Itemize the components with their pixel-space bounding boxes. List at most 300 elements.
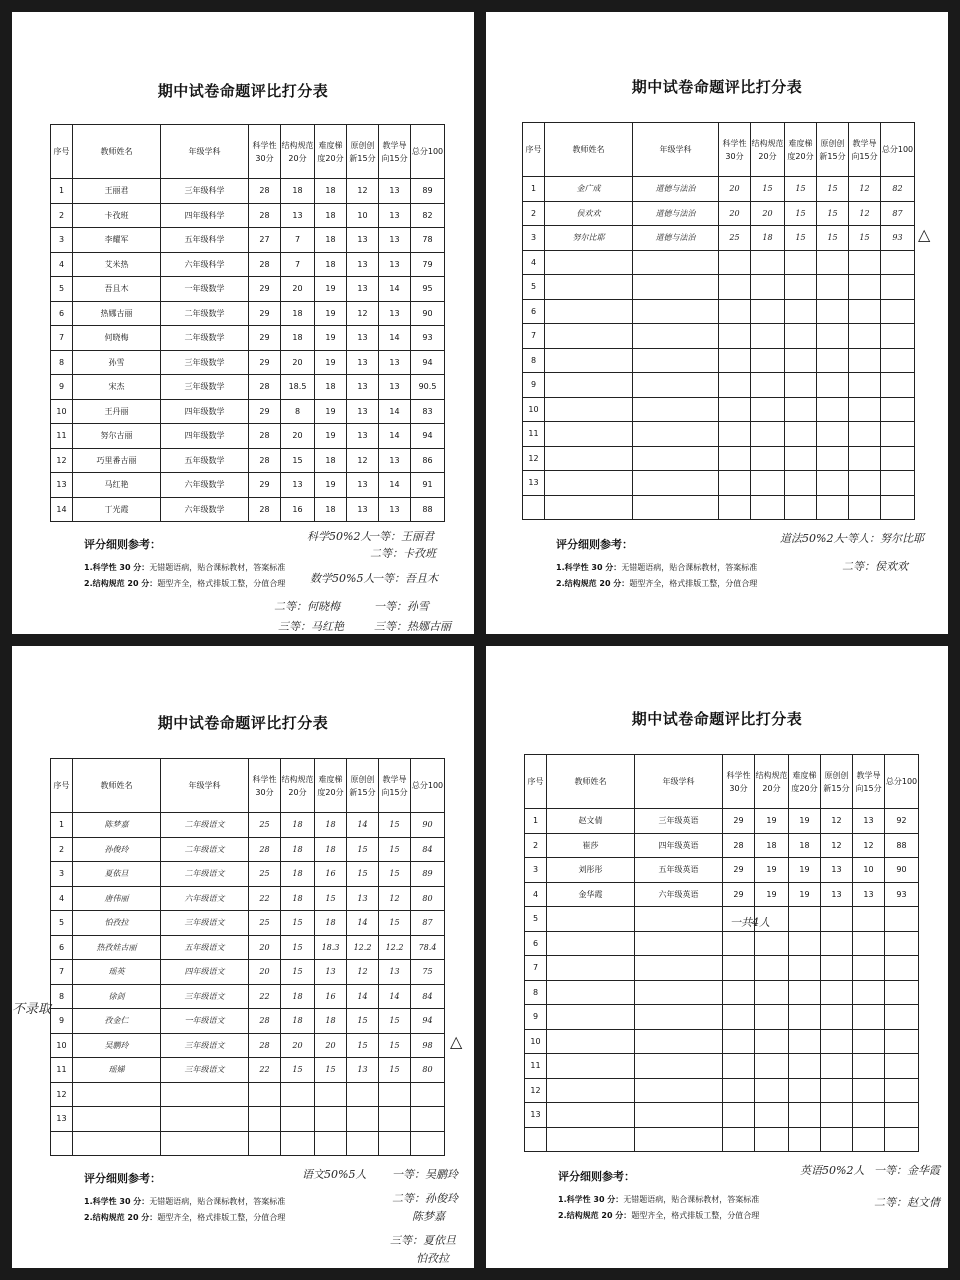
score-cell: 20	[249, 935, 281, 960]
score-cell: 20	[315, 1033, 347, 1058]
score-cell: 12	[849, 177, 881, 202]
score-cell: 13	[347, 399, 379, 424]
grade-subject: 三年级数学	[161, 375, 249, 400]
teacher-name	[545, 250, 633, 275]
score-cell: 90.5	[411, 375, 445, 400]
score-cell	[785, 348, 817, 373]
score-cell: 25	[249, 862, 281, 887]
table-row	[51, 277, 445, 302]
score-cell: 15	[281, 448, 315, 473]
score-cell: 18	[751, 226, 785, 251]
score-cell: 20	[281, 277, 315, 302]
score-cell	[789, 1103, 821, 1128]
row-number: 11	[523, 422, 545, 447]
teacher-name	[545, 299, 633, 324]
teacher-name	[545, 348, 633, 373]
score-cell	[751, 324, 785, 349]
grade-subject	[161, 1131, 249, 1156]
score-cell	[817, 495, 849, 520]
table-row	[525, 833, 919, 858]
score-cell: 13	[379, 179, 411, 204]
column-header: 序号	[51, 759, 73, 813]
handwritten-note: 二等：卡孜班	[370, 547, 436, 560]
table-row	[51, 399, 445, 424]
score-cell	[411, 1107, 445, 1132]
score-cell: 15	[379, 911, 411, 936]
score-cell: 18	[315, 837, 347, 862]
row-number: 4	[51, 886, 73, 911]
score-cell: 12	[379, 886, 411, 911]
column-header: 总分100	[411, 759, 445, 813]
teacher-name	[545, 471, 633, 496]
score-cell	[821, 956, 853, 981]
score-cell	[347, 1107, 379, 1132]
grade-subject	[635, 1029, 723, 1054]
score-cell: 15	[315, 1058, 347, 1083]
score-cell	[881, 348, 915, 373]
rule-label: 2.结构规范 20 分：	[84, 579, 158, 588]
score-cell: 18	[755, 833, 789, 858]
score-cell: 28	[249, 179, 281, 204]
row-number: 5	[523, 275, 545, 300]
score-cell	[755, 1103, 789, 1128]
teacher-name: 热娜古丽	[73, 301, 161, 326]
score-table	[50, 124, 445, 522]
grade-subject	[633, 446, 719, 471]
score-cell: 13	[379, 448, 411, 473]
score-cell	[881, 373, 915, 398]
grade-subject: 三年级语文	[161, 1033, 249, 1058]
teacher-name: 努尔古丽	[73, 424, 161, 449]
score-cell	[817, 446, 849, 471]
score-cell: 94	[411, 1009, 445, 1034]
score-cell: 15	[347, 837, 379, 862]
score-cell	[821, 1078, 853, 1103]
score-cell	[849, 373, 881, 398]
handwritten-note: 语文50%5人	[302, 1168, 367, 1181]
score-cell: 18.3	[315, 935, 347, 960]
row-number: 10	[525, 1029, 547, 1054]
score-cell: 20	[719, 177, 751, 202]
row-number: 1	[51, 179, 73, 204]
grade-subject	[635, 1078, 723, 1103]
grade-subject: 四年级数学	[161, 424, 249, 449]
grade-subject: 六年级数学	[161, 497, 249, 522]
table-row	[51, 1107, 445, 1132]
handwritten-note: 道法50%2人	[780, 532, 845, 545]
score-cell	[719, 495, 751, 520]
score-cell	[821, 907, 853, 932]
score-cell: 82	[411, 203, 445, 228]
score-cell: 28	[249, 252, 281, 277]
grade-subject: 一年级数学	[161, 277, 249, 302]
teacher-name: 艾米热	[73, 252, 161, 277]
score-cell: 12	[853, 833, 885, 858]
score-cell: 13	[347, 1058, 379, 1083]
teacher-name	[73, 1082, 161, 1107]
score-cell: 78	[411, 228, 445, 253]
score-cell: 13	[347, 497, 379, 522]
column-header: 教学导向15分	[379, 125, 411, 179]
score-cell: 12	[347, 179, 379, 204]
score-cell	[785, 446, 817, 471]
teacher-name	[547, 1078, 635, 1103]
score-cell	[751, 495, 785, 520]
score-cell: 29	[249, 277, 281, 302]
teacher-name	[545, 446, 633, 471]
score-cell: 18.5	[281, 375, 315, 400]
score-cell: 15	[281, 960, 315, 985]
handwritten-note: 三等：热娜古丽	[374, 620, 451, 633]
score-sheet-chinese	[12, 646, 474, 1268]
table-header	[525, 755, 919, 809]
teacher-name: 马红艳	[73, 473, 161, 498]
score-cell: 12.2	[347, 935, 379, 960]
score-cell: 15	[281, 1058, 315, 1083]
teacher-name: 徐剑	[73, 984, 161, 1009]
score-cell: 12	[821, 833, 853, 858]
score-cell: 15	[379, 862, 411, 887]
score-cell	[789, 931, 821, 956]
teacher-name	[73, 1131, 161, 1156]
score-cell: 13	[347, 228, 379, 253]
score-cell	[755, 1005, 789, 1030]
score-cell: 19	[315, 473, 347, 498]
score-cell	[853, 1054, 885, 1079]
row-number: 12	[51, 448, 73, 473]
score-cell: 12.2	[379, 935, 411, 960]
rule-text: 无错题语病，贴合课标教材，答案标准	[149, 563, 286, 572]
score-cell: 18	[281, 813, 315, 838]
grade-subject	[633, 299, 719, 324]
score-cell: 16	[281, 497, 315, 522]
score-cell	[347, 1082, 379, 1107]
teacher-name	[545, 275, 633, 300]
row-number: 9	[525, 1005, 547, 1030]
score-cell: 84	[411, 984, 445, 1009]
score-cell	[853, 1078, 885, 1103]
grade-subject: 一年级语文	[161, 1009, 249, 1034]
score-cell: 12	[849, 201, 881, 226]
score-cell	[281, 1131, 315, 1156]
row-number: 6	[51, 301, 73, 326]
teacher-name: 王丹丽	[73, 399, 161, 424]
score-cell	[249, 1082, 281, 1107]
score-cell	[817, 397, 849, 422]
grade-subject	[633, 324, 719, 349]
handwritten-note: 科学50%2人	[307, 530, 372, 543]
rule-label: 1.科学性 30 分：	[558, 1195, 624, 1204]
score-cell	[723, 931, 755, 956]
score-cell	[853, 907, 885, 932]
score-cell	[885, 1127, 919, 1152]
grade-subject: 五年级语文	[161, 935, 249, 960]
grade-subject: 二年级语文	[161, 862, 249, 887]
reference-heading: 评分细则参考：	[556, 538, 633, 551]
score-cell: 13	[347, 473, 379, 498]
table-row	[51, 813, 445, 838]
score-cell	[723, 1029, 755, 1054]
handwritten-note: 二等：孙俊玲	[392, 1192, 458, 1205]
row-number: 12	[523, 446, 545, 471]
teacher-name	[547, 1054, 635, 1079]
score-cell: 15	[379, 1058, 411, 1083]
score-cell: 14	[347, 984, 379, 1009]
table-header	[51, 759, 445, 813]
grade-subject: 四年级语文	[161, 960, 249, 985]
table-row	[51, 1131, 445, 1156]
score-cell: 80	[411, 1058, 445, 1083]
score-cell: 14	[347, 813, 379, 838]
table-row	[51, 1058, 445, 1083]
score-cell	[751, 348, 785, 373]
column-header: 科学性30分	[249, 759, 281, 813]
score-cell: 16	[315, 984, 347, 1009]
grade-subject: 四年级英语	[635, 833, 723, 858]
score-cell: 87	[881, 201, 915, 226]
score-cell: 20	[719, 201, 751, 226]
score-cell	[881, 471, 915, 496]
score-cell: 18	[315, 448, 347, 473]
table-row	[51, 448, 445, 473]
sheet-title: 期中试卷命题评比打分表	[157, 714, 329, 732]
grade-subject: 三年级数学	[161, 350, 249, 375]
rule-text: 题型齐全，格式排版工整，分值合理	[631, 1211, 760, 1220]
score-cell: 14	[379, 984, 411, 1009]
score-sheet-english	[486, 646, 948, 1268]
score-cell	[755, 1029, 789, 1054]
row-number: 6	[525, 931, 547, 956]
score-cell: 28	[723, 833, 755, 858]
reference-heading: 评分细则参考：	[84, 538, 161, 551]
score-cell	[755, 1127, 789, 1152]
score-cell: 13	[853, 809, 885, 834]
score-cell: 29	[723, 882, 755, 907]
handwritten-note: 一等：吴鹏玲	[392, 1168, 458, 1181]
score-cell	[249, 1131, 281, 1156]
score-cell: 93	[411, 326, 445, 351]
handwritten-note: 一等人：努尔比耶	[836, 532, 924, 545]
table-row	[525, 882, 919, 907]
score-cell	[785, 397, 817, 422]
table-row	[51, 301, 445, 326]
grade-subject: 三年级语文	[161, 1058, 249, 1083]
row-number: 12	[525, 1078, 547, 1103]
grade-subject	[635, 1054, 723, 1079]
score-cell	[849, 471, 881, 496]
column-header: 科学性30分	[719, 123, 751, 177]
score-cell	[755, 1078, 789, 1103]
column-header: 序号	[525, 755, 547, 809]
score-cell: 8	[281, 399, 315, 424]
score-cell: 87	[411, 911, 445, 936]
row-number: 14	[51, 497, 73, 522]
table-row	[51, 375, 445, 400]
score-cell: 13	[379, 350, 411, 375]
score-cell: 90	[885, 858, 919, 883]
teacher-name	[547, 907, 635, 932]
table-row	[51, 911, 445, 936]
score-cell	[751, 275, 785, 300]
score-cell: 15	[817, 226, 849, 251]
column-header: 序号	[523, 123, 545, 177]
teacher-name: 李耀军	[73, 228, 161, 253]
table-row	[525, 1054, 919, 1079]
row-number: 6	[51, 935, 73, 960]
score-cell: 18	[315, 1009, 347, 1034]
score-cell: 13	[379, 203, 411, 228]
row-number: 9	[51, 375, 73, 400]
teacher-name	[547, 1005, 635, 1030]
score-cell	[719, 422, 751, 447]
score-cell: 20	[751, 201, 785, 226]
score-cell: 18	[281, 984, 315, 1009]
score-cell: 13	[347, 886, 379, 911]
score-cell	[719, 397, 751, 422]
score-cell: 18	[315, 252, 347, 277]
teacher-name: 卡孜班	[73, 203, 161, 228]
score-cell: 14	[379, 424, 411, 449]
teacher-name	[547, 1103, 635, 1128]
score-cell	[789, 1005, 821, 1030]
score-cell	[849, 348, 881, 373]
score-cell: 13	[347, 252, 379, 277]
score-cell	[881, 446, 915, 471]
score-cell	[719, 324, 751, 349]
teacher-name: 孜金仁	[73, 1009, 161, 1034]
score-cell	[885, 1054, 919, 1079]
score-cell	[723, 1103, 755, 1128]
score-cell: 12	[821, 809, 853, 834]
scoring-reference	[558, 1168, 759, 1226]
table-row	[51, 935, 445, 960]
score-cell	[849, 397, 881, 422]
handwritten-note: 一等：吾且木	[372, 572, 438, 585]
score-cell: 91	[411, 473, 445, 498]
grade-subject: 六年级科学	[161, 252, 249, 277]
grade-subject: 三年级语文	[161, 911, 249, 936]
table-row	[525, 1127, 919, 1152]
score-cell: 28	[249, 203, 281, 228]
teacher-name	[547, 1029, 635, 1054]
score-cell	[881, 250, 915, 275]
score-cell: 90	[411, 813, 445, 838]
score-cell: 13	[347, 424, 379, 449]
teacher-name: 宋杰	[73, 375, 161, 400]
grade-subject: 六年级数学	[161, 473, 249, 498]
sheet-title: 期中试卷命题评比打分表	[631, 710, 803, 728]
score-cell	[817, 324, 849, 349]
teacher-name	[545, 495, 633, 520]
score-cell: 28	[249, 497, 281, 522]
score-cell: 13	[281, 203, 315, 228]
row-number	[523, 495, 545, 520]
table-row	[51, 1082, 445, 1107]
score-cell: 13	[853, 882, 885, 907]
score-cell: 28	[249, 448, 281, 473]
score-cell	[881, 495, 915, 520]
grade-subject	[635, 1127, 723, 1152]
handwritten-note: 数学50%5人	[310, 572, 375, 585]
score-cell	[821, 1005, 853, 1030]
score-cell	[719, 275, 751, 300]
score-cell: 80	[411, 886, 445, 911]
grade-subject	[633, 397, 719, 422]
score-cell	[723, 956, 755, 981]
score-cell: 22	[249, 984, 281, 1009]
column-header: 难度梯度20分	[785, 123, 817, 177]
grade-subject: 道德与法治	[633, 201, 719, 226]
teacher-name: 瑶娣	[73, 1058, 161, 1083]
score-cell	[881, 397, 915, 422]
grade-subject	[635, 931, 723, 956]
grade-subject: 二年级语文	[161, 813, 249, 838]
table-row	[525, 956, 919, 981]
table-row	[525, 1005, 919, 1030]
teacher-name	[545, 397, 633, 422]
column-header: 结构规范20分	[281, 125, 315, 179]
score-cell: 86	[411, 448, 445, 473]
row-number: 4	[525, 882, 547, 907]
reference-heading: 评分细则参考：	[558, 1170, 635, 1183]
score-cell: 13	[347, 277, 379, 302]
teacher-name: 努尔比耶	[545, 226, 633, 251]
teacher-name: 怕孜拉	[73, 911, 161, 936]
score-cell: 94	[411, 350, 445, 375]
score-sheet-morality-law	[486, 12, 948, 634]
column-header: 结构规范20分	[281, 759, 315, 813]
score-cell: 88	[885, 833, 919, 858]
score-cell: 13	[379, 228, 411, 253]
score-table	[524, 754, 919, 1152]
column-header: 结构规范20分	[751, 123, 785, 177]
score-cell: 14	[379, 399, 411, 424]
score-cell	[789, 1054, 821, 1079]
score-cell: 15	[347, 862, 379, 887]
score-cell: 19	[755, 858, 789, 883]
score-cell	[379, 1082, 411, 1107]
row-number: 13	[51, 473, 73, 498]
table-row	[523, 177, 915, 202]
score-cell: 19	[315, 277, 347, 302]
grade-subject: 五年级科学	[161, 228, 249, 253]
score-cell: 13	[281, 473, 315, 498]
teacher-name: 热孜娃古丽	[73, 935, 161, 960]
score-cell: 20	[281, 350, 315, 375]
column-header: 年级学科	[161, 125, 249, 179]
teacher-name: 王丽君	[73, 179, 161, 204]
score-cell: 89	[411, 862, 445, 887]
score-cell: 15	[315, 886, 347, 911]
grade-subject	[635, 956, 723, 981]
table-row	[51, 1009, 445, 1034]
table-row	[523, 397, 915, 422]
score-cell: 29	[249, 326, 281, 351]
column-header: 难度梯度20分	[315, 759, 347, 813]
column-header: 教学导向15分	[379, 759, 411, 813]
row-number: 2	[51, 837, 73, 862]
score-cell: 14	[379, 326, 411, 351]
score-cell	[315, 1131, 347, 1156]
score-cell: 29	[723, 809, 755, 834]
rule-label: 1.科学性 30 分：	[84, 1197, 150, 1206]
column-header: 教师姓名	[545, 123, 633, 177]
score-cell: 79	[411, 252, 445, 277]
table-row	[51, 960, 445, 985]
score-cell: 93	[881, 226, 915, 251]
score-cell	[751, 471, 785, 496]
handwritten-note: 三等：马红艳	[278, 620, 344, 633]
